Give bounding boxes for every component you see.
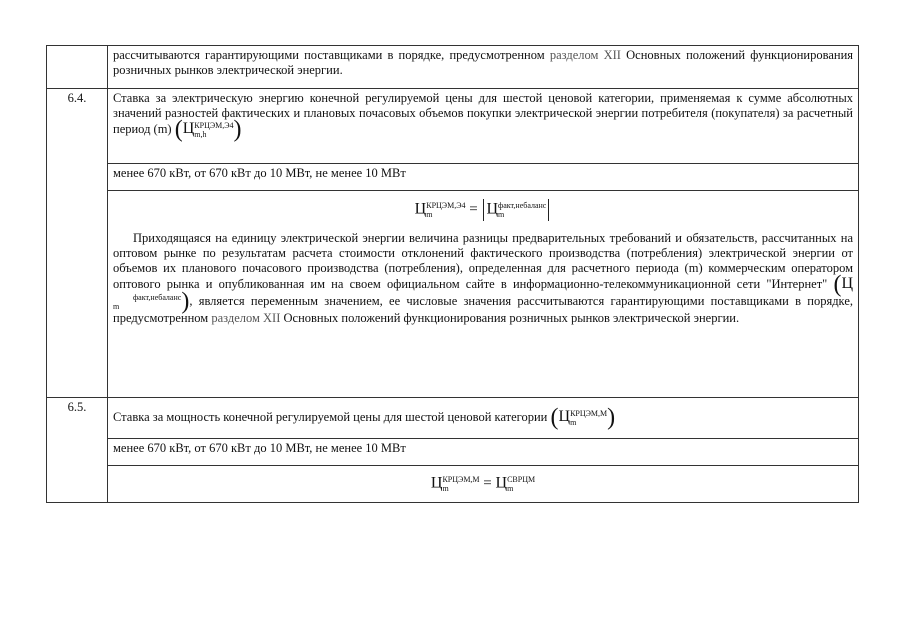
rate-symbol: (Цфакт,небаланс m ) (113, 271, 853, 315)
rate-symbol: (ЦКРЦЭМ,Э4 m,h ) (174, 116, 242, 143)
formula-cell (108, 191, 859, 398)
rate-title (108, 398, 859, 439)
row-number: 6.5. (47, 398, 108, 503)
formula: ЦКРЦЭМ,Э4 m = Цфакт,небаланс m (113, 199, 853, 221)
table-row (47, 89, 859, 164)
section-link[interactable]: разделом XII (549, 48, 621, 62)
rate-title-text: Ставка за электрическую энергию конечной регулируемой цены для шестой ценовой категории, применяемая к сумме абсолютных значений разностей фактических и плановых почасовых объемов покупки электрической энергии потребителя (покупателя) за расчетный период (m) (113, 91, 853, 136)
row-number: 6.4. (47, 89, 108, 398)
definition-paragraph: Приходящаяся на единицу электрической энергии величина разницы предварительных требований и обязательств, рассчитанных на оптовом рынке по результатам расчета стоимости отклонений фактического производства (потребления) электрической энергии от объемов их планового почасового производства (потребления), определенная для расчетного периода (m) коммерческим оператором оптового рынка и опубликованная им на своем официальном сайте в информационно-телекоммуникационной сети "Интернет" (Цфакт,небаланс m ), является переменным значением, ее числовые значения рассчитываются гарантирующими поставщиками в порядке, предусмотренном разделом XII Основных положений функционирования розничных рынков электрической энергии. (113, 231, 853, 325)
category-text: менее 670 кВт, от 670 кВт до 10 МВт, не менее 10 МВт (108, 439, 859, 466)
section-link[interactable]: разделом XII (211, 310, 281, 325)
formula: ЦКРЦЭМ,М m = ЦСВРЦМ m (430, 474, 536, 493)
category-text: менее 670 кВт, от 670 кВт до 10 МВт, не менее 10 МВт (108, 164, 859, 191)
continuation-text (108, 46, 859, 89)
table-row (47, 164, 859, 191)
rate-title (108, 89, 859, 164)
table-row (47, 439, 859, 466)
row-number-cell (47, 46, 108, 89)
table-row (47, 191, 859, 398)
rate-symbol: (ЦКРЦЭМ,М m ) (550, 404, 616, 431)
table-row (47, 466, 859, 503)
table-row (47, 46, 859, 89)
tariff-table (46, 45, 859, 503)
rate-title-text: Ставка за мощность конечной регулируемой цены для шестой ценовой категории (113, 409, 548, 424)
text-fragment: Основных положений функционирования розничных рынков электрической энергии. (113, 48, 854, 77)
table-row (47, 398, 859, 439)
formula-cell (108, 466, 859, 503)
text-fragment: рассчитываются гарантирующими поставщиками в порядке, предусмотренном (113, 48, 545, 62)
